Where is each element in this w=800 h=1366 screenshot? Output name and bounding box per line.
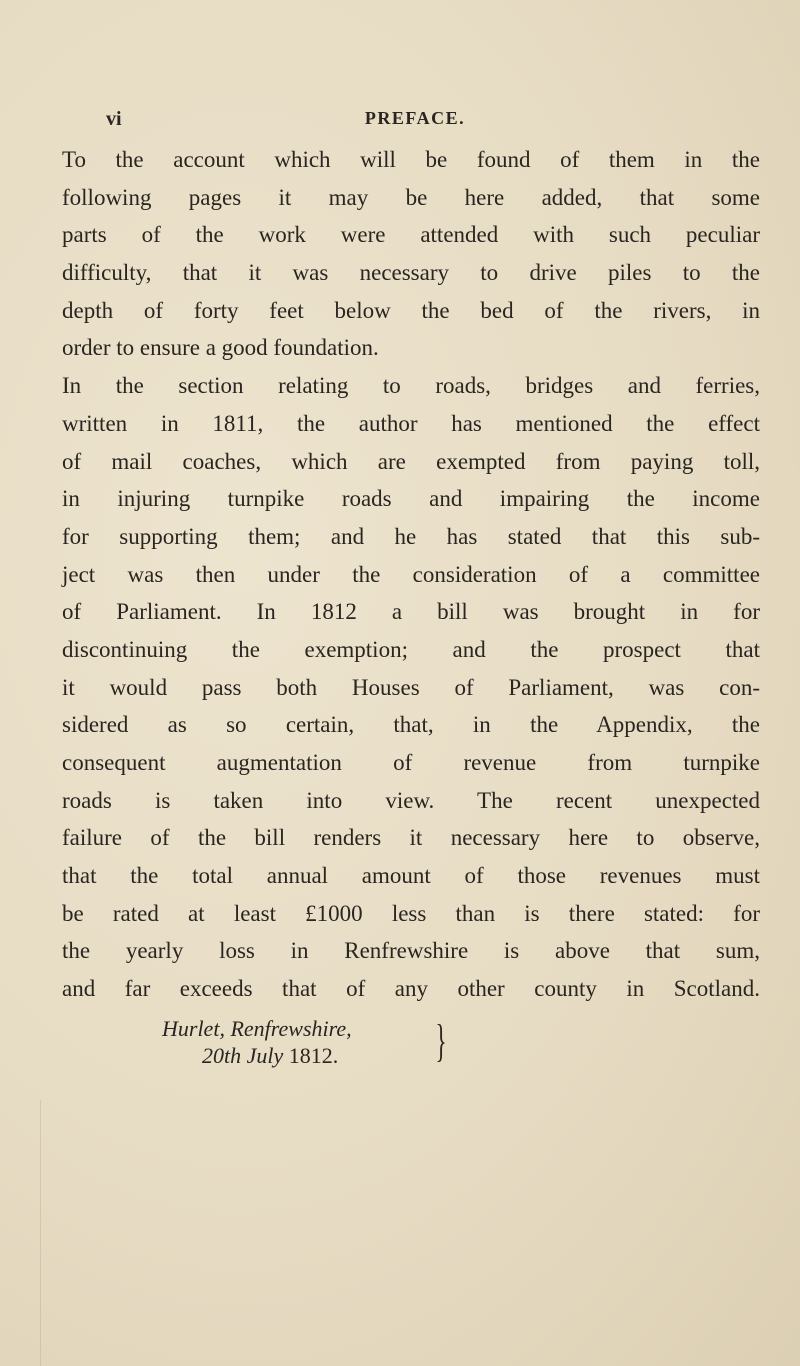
- text-line: in injuring turnpike roads and impairing the income: [62, 486, 760, 512]
- text-line: written in 1811, the author has mentioned the effect: [62, 410, 760, 436]
- text-line: of Parliament. In 1812 a bill was brought in for: [62, 599, 760, 625]
- text-line: of mail coaches, which are exempted from paying toll,: [62, 448, 760, 474]
- page-header: [0, 108, 800, 138]
- text-line: sidered as so certain, that, in the Appendix, the: [62, 712, 760, 738]
- text-line: consequent augmentation of revenue from turnpike: [62, 750, 760, 775]
- signature-date: [162, 1042, 352, 1069]
- text-line: that the total annual amount of those revenues must: [62, 863, 760, 889]
- page-edge-decoration: [0, 1100, 41, 1366]
- text-line: it would pass both Houses of Parliament, was con-: [62, 674, 760, 700]
- brace-icon: }: [435, 1015, 447, 1066]
- text-line: discontinuing the exemption; and the prospect that: [62, 636, 760, 662]
- text-line: ject was then under the consideration of a committee: [62, 561, 760, 587]
- text-line: order to ensure a good foundation.: [62, 335, 379, 361]
- text-line: the yearly loss in Renfrewshire is above that sum,: [62, 938, 760, 964]
- text-line: following pages it may be here added, that some: [62, 184, 760, 210]
- text-line: parts of the work were attended with such peculiar: [62, 222, 760, 248]
- text-line: be rated at least £1000 less than is there stated: for: [62, 900, 760, 926]
- signature-block: [162, 1015, 352, 1069]
- preface-text: [62, 141, 760, 1008]
- text-line: for supporting them; and he has stated that this sub-: [62, 523, 760, 549]
- text-line: failure of the bill renders it necessary here to observe,: [62, 825, 760, 851]
- text-line: In the section relating to roads, bridges and ferries,: [62, 373, 760, 399]
- text-line: depth of forty feet below the bed of the rivers, in: [62, 297, 760, 323]
- page-number: vi: [106, 108, 122, 130]
- text-line: To the account which will be found of them in the: [62, 147, 760, 172]
- text-line: roads is taken into view. The recent unexpected: [62, 787, 760, 813]
- text-line: and far exceeds that of any other county in Scotland.: [62, 976, 760, 1002]
- text-line: difficulty, that it was necessary to drive piles to the: [62, 260, 760, 286]
- signature-year: 1812.: [288, 1043, 339, 1068]
- signature-place: Hurlet, Renfrewshire,: [162, 1016, 352, 1041]
- signature-day: 20th July: [202, 1043, 284, 1068]
- running-title: PREFACE.: [364, 108, 466, 128]
